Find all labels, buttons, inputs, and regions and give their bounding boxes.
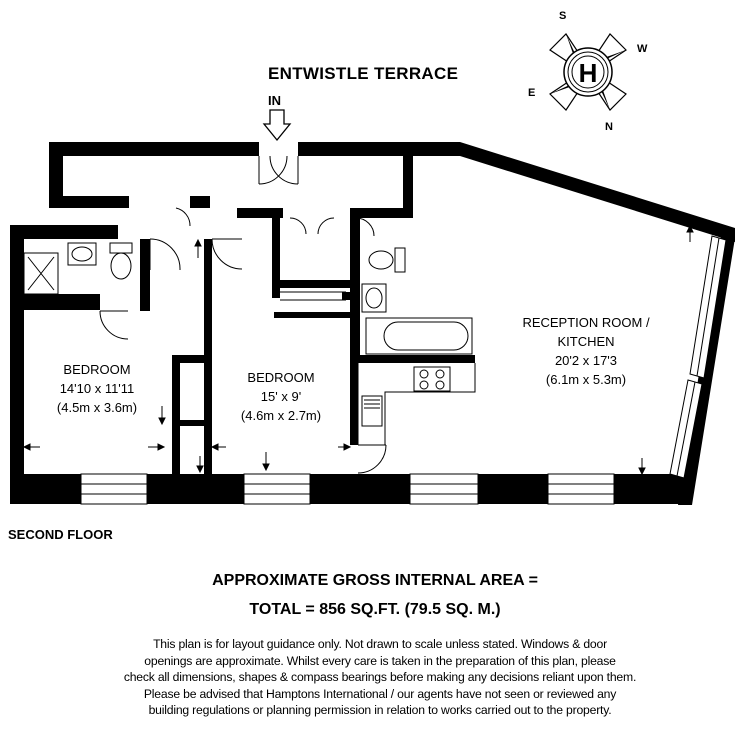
floor-name: SECOND FLOOR	[8, 527, 113, 542]
room-size-imperial: 15' x 9'	[260, 389, 302, 404]
room-name: BEDROOM	[63, 362, 131, 377]
disclaimer-line: check all dimensions, shapes & compass bearings before making any decisions reliant upon them.	[123, 670, 637, 684]
room-reception-kitchen	[522, 315, 650, 387]
room-size-metric: (4.5m x 3.6m)	[56, 400, 138, 415]
basin-left	[68, 243, 96, 265]
room-middle-bedroom	[241, 370, 321, 423]
compass-point-w: W	[637, 43, 648, 55]
area-total: TOTAL = 856 SQ.FT. (79.5 SQ. M.)	[249, 601, 501, 618]
basin-right	[362, 284, 386, 312]
entrance-door	[259, 156, 298, 184]
room-name-line2: KITCHEN	[557, 334, 615, 349]
compass-logo: H	[578, 58, 598, 88]
entrance-arrow-icon	[264, 110, 290, 140]
street-name: ENTWISTLE TERRACE	[268, 64, 459, 83]
disclaimer-line: Please be advised that Hamptons International / our agents have not seen or reviewed any	[143, 686, 617, 701]
area-title: APPROXIMATE GROSS INTERNAL AREA =	[212, 572, 538, 589]
shower-tray	[24, 253, 58, 294]
room-name: BEDROOM	[247, 370, 315, 385]
disclaimer-line: building regulations or planning permission in relation to works carried out to the property.	[148, 703, 612, 717]
room-size-metric: (4.6m x 2.7m)	[240, 408, 322, 423]
entrance-label: IN	[268, 93, 281, 108]
compass-point-s: S	[559, 10, 567, 22]
compass-point-e: E	[528, 87, 536, 99]
compass-rose	[550, 34, 626, 110]
disclaimer	[40, 636, 720, 719]
room-size-imperial: 14'10 x 11'11	[59, 381, 135, 396]
bathtub	[366, 318, 472, 354]
cupboard-lines	[276, 292, 346, 300]
room-size-imperial: 20'2 x 17'3	[554, 353, 618, 368]
room-name: RECEPTION ROOM /	[522, 315, 650, 330]
toilet-right	[369, 248, 405, 272]
compass-point-n: N	[605, 121, 613, 133]
disclaimer-line: This plan is for layout guidance only. Not drawn to scale unless stated. Windows & door	[153, 637, 607, 651]
room-size-metric: (6.1m x 5.3m)	[545, 372, 627, 387]
kitchen-sink	[362, 396, 382, 426]
room-left-bedroom	[57, 362, 137, 415]
disclaimer-line: openings are approximate. Whilst every care is taken in the preparation of this plan, please	[144, 653, 616, 668]
hob	[414, 367, 450, 391]
toilet-left	[110, 243, 132, 279]
